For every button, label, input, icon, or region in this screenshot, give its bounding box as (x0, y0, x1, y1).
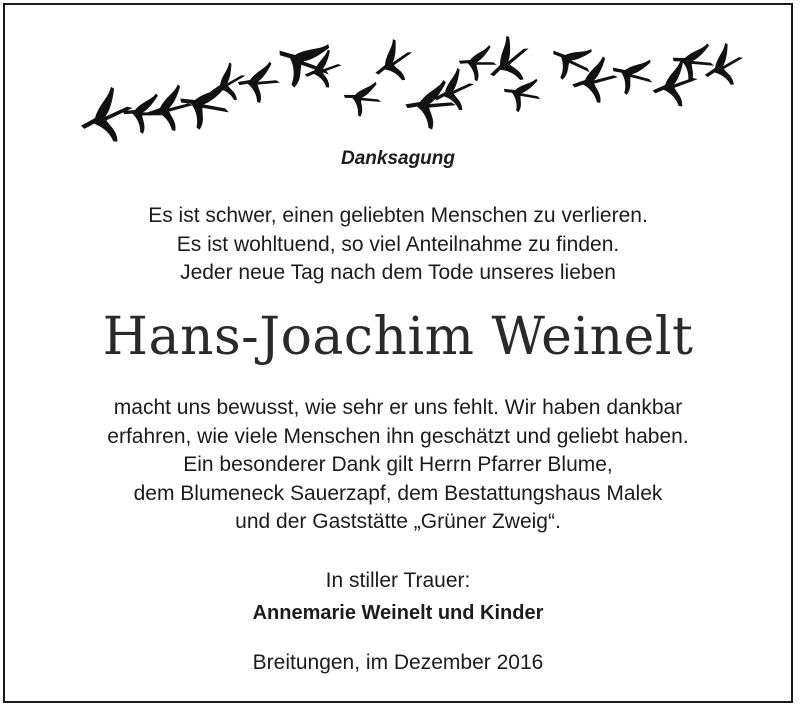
obituary-notice (3, 3, 793, 703)
bird-icon (145, 83, 195, 133)
bird-icon (366, 34, 422, 90)
body-line: und der Gaststätte „Grüner Zweig“. (235, 510, 561, 533)
notice-heading: Danksagung (340, 148, 456, 169)
place-date: Breitungen, im Dezember 2016 (252, 651, 544, 674)
bird-icon (570, 55, 620, 105)
body-text (5, 394, 791, 537)
body-line: erfahren, wie viele Menschen ihn geschätzt und geliebt haben. (107, 424, 689, 448)
bird-icon (456, 40, 500, 84)
flock-of-birds-icon (65, 30, 745, 150)
bird-icon (339, 75, 385, 121)
body-line: dem Blumeneck Sauerzapf, dem Bestattungshaus Malek (133, 481, 663, 505)
signatories: Annemarie Weinelt und Kinder (252, 602, 544, 624)
bird-icon (236, 59, 282, 105)
deceased-name: Hans-Joachim Weinelt (102, 307, 694, 367)
bird-icon (648, 58, 702, 112)
bird-icon (605, 47, 661, 103)
intro-text (5, 202, 791, 288)
mourning-label: In stiller Trauer: (325, 569, 471, 592)
bird-icon (267, 30, 342, 99)
body-line: Ein besonderer Dank gilt Herrn Pfarrer Blume, (183, 453, 613, 476)
intro-line: Jeder neue Tag nach dem Tode unseres lieben (180, 261, 616, 284)
intro-line: Es ist wohltuend, so viel Anteilnahme zu finden. (176, 232, 620, 256)
body-line: macht uns bewusst, wie sehr er uns fehlt. Wir haben dankbar (113, 396, 683, 419)
intro-line: Es ist schwer, einen geliebten Menschen zu verlieren. (148, 204, 648, 227)
bird-icon (73, 83, 140, 150)
